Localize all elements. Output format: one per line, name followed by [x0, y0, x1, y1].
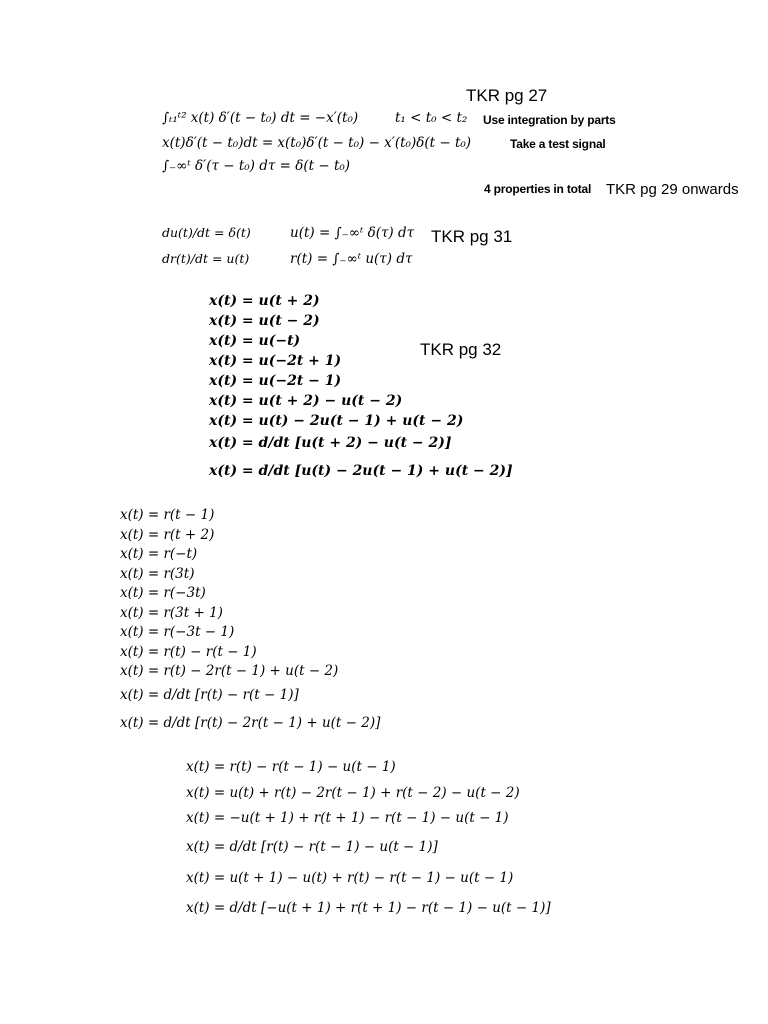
delta-prime-running-integral-eq: ∫₋∞ᵗ δ′(τ − t₀) dτ = δ(t − t₀): [162, 158, 351, 174]
time-condition: t₁ < t₀ < t₂: [395, 110, 468, 126]
mixed-exercise: x(t) = −u(t + 1) + r(t + 1) − r(t − 1) − u(t − 1): [186, 810, 509, 826]
step-exercise: x(t) = u(t − 2): [209, 313, 320, 329]
mixed-exercise: x(t) = u(t) + r(t) − 2r(t − 1) + r(t − 2) − u(t − 2): [186, 785, 520, 801]
step-exercise: x(t) = d/dt [u(t + 2) − u(t − 2)]: [209, 435, 452, 451]
mixed-exercise: x(t) = u(t + 1) − u(t) + r(t) − r(t − 1) − u(t − 1): [186, 870, 514, 886]
ramp-exercise: x(t) = r(t + 2): [120, 527, 215, 543]
delta-prime-product-eq: x(t)δ′(t − t₀)dt = x(t₀)δ′(t − t₀) − x′(t₀)δ(t − t₀): [162, 135, 472, 151]
ref-tkr-pg-27: TKR pg 27: [466, 86, 548, 105]
mixed-exercise: x(t) = r(t) − r(t − 1) − u(t − 1): [186, 759, 396, 775]
ref-tkr-pg-29: TKR pg 29 onwards: [606, 181, 739, 198]
ramp-exercise: x(t) = r(t) − 2r(t − 1) + u(t − 2): [120, 663, 339, 679]
step-integral-eq: u(t) = ∫₋∞ᵗ δ(τ) dτ: [290, 225, 415, 241]
ref-tkr-pg-31: TKR pg 31: [431, 227, 513, 246]
derivative-step-eq: du(t)/dt = δ(t): [162, 225, 251, 240]
note-four-properties: 4 properties in total: [484, 182, 592, 196]
ramp-exercise: x(t) = d/dt [r(t) − 2r(t − 1) + u(t − 2)]: [120, 715, 381, 731]
derivative-ramp-eq: dr(t)/dt = u(t): [162, 251, 250, 266]
ramp-exercise: x(t) = r(t) − r(t − 1): [120, 644, 257, 660]
ramp-integral-eq: r(t) = ∫₋∞ᵗ u(τ) dτ: [290, 251, 413, 267]
step-exercise: x(t) = u(−t): [209, 333, 301, 349]
ref-tkr-pg-32: TKR pg 32: [420, 340, 502, 359]
step-exercise: x(t) = u(t + 2): [209, 293, 320, 309]
ramp-exercise: x(t) = d/dt [r(t) − r(t − 1)]: [120, 687, 299, 703]
step-exercise: x(t) = u(−2t + 1): [209, 353, 342, 369]
note-integration-by-parts: Use integration by parts: [483, 113, 616, 127]
step-exercise: x(t) = u(t + 2) − u(t − 2): [209, 393, 403, 409]
step-exercise: x(t) = u(−2t − 1): [209, 373, 342, 389]
mixed-exercise: x(t) = d/dt [r(t) − r(t − 1) − u(t − 1)]: [186, 839, 438, 855]
ramp-exercise: x(t) = r(3t + 1): [120, 605, 223, 621]
ramp-exercise: x(t) = r(−3t): [120, 585, 206, 601]
ramp-exercise: x(t) = r(3t): [120, 566, 195, 582]
ramp-exercise: x(t) = r(t − 1): [120, 507, 215, 523]
delta-prime-integral-eq: ∫ₜ₁ᵗ² x(t) δ′(t − t₀) dt = −x′(t₀): [162, 110, 359, 126]
step-exercise: x(t) = u(t) − 2u(t − 1) + u(t − 2): [209, 413, 464, 429]
mixed-exercise: x(t) = d/dt [−u(t + 1) + r(t + 1) − r(t − 1) − u(t − 1)]: [186, 900, 551, 916]
ramp-exercise: x(t) = r(−3t − 1): [120, 624, 235, 640]
note-test-signal: Take a test signal: [510, 137, 606, 151]
ramp-exercise: x(t) = r(−t): [120, 546, 198, 562]
step-exercise: x(t) = d/dt [u(t) − 2u(t − 1) + u(t − 2)]: [209, 463, 513, 479]
